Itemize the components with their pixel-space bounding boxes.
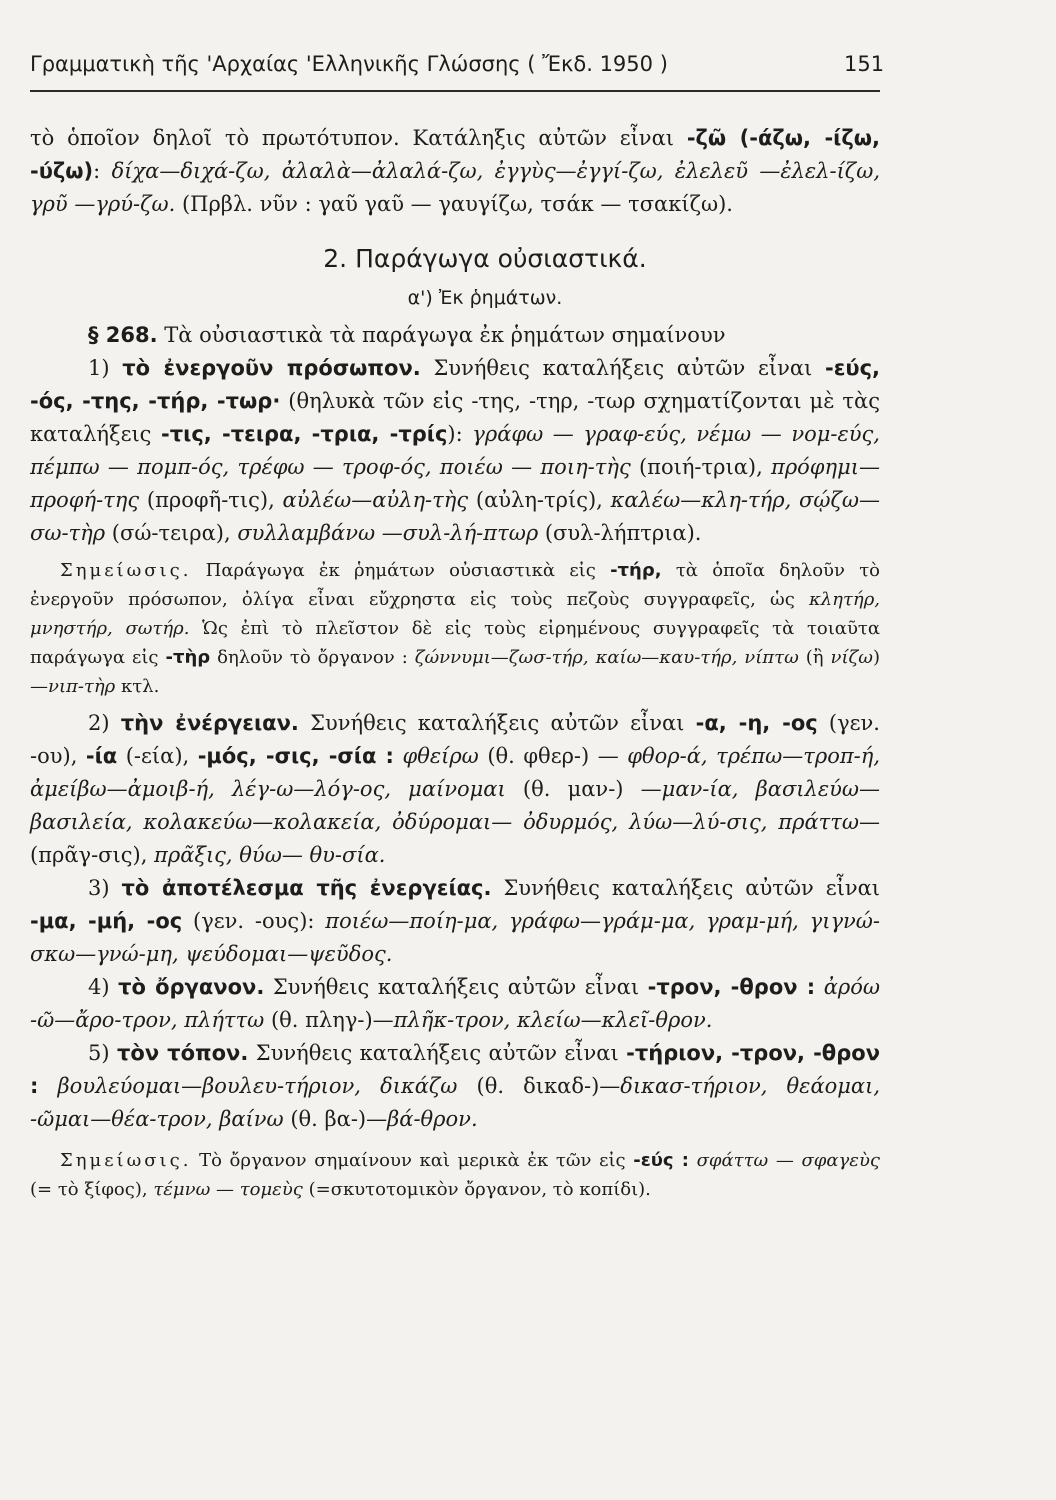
examples: γράφω — γραφ-εύς, νέμω — νομ-εύς, πέμπω — πομπ-ός, τρέφω — τροφ-ός, ποιέω — ποιη-τὴς [30, 422, 880, 479]
suffix: -τήριον, -τρον, -θρον : [30, 1041, 881, 1098]
text: τὰ ὁποῖα δηλοῦν τὸ ἐνεργοῦν πρόσωπον, ὀλίγα εἶναι εὔχρηστα εἰς τοὺς πεζοὺς συγγραφεῖς, ὡς [30, 560, 880, 610]
text: κτλ. [115, 676, 160, 697]
suffix: -μός, -σις, -σία : [197, 744, 394, 768]
item-5 [30, 1037, 880, 1136]
text: (θ. πληγ-)— [264, 1008, 394, 1032]
text [815, 975, 824, 999]
suffix: -τρον, -θρον : [647, 975, 816, 999]
examples: δίχα—διχά-ζω, ἀλαλὰ—ἀλαλά-ζω, ἐγγὺς—ἐγγί-ζω, ἐλελεῦ —ἐλελ-ίζω, γρῦ —γρύ-ζω. [30, 159, 880, 216]
item-3 [30, 872, 880, 971]
text: (θ. βα-)— [283, 1107, 388, 1131]
text: (σώ-τειρα), [105, 521, 238, 545]
text: (θηλυκὰ τῶν εἰς -της, -τηρ, -τωρ σχηματίζονται μὲ τὰς καταλήξεις [30, 389, 880, 446]
paragraph-268 [30, 319, 880, 352]
text: (γεν. -ους): [182, 909, 326, 933]
examples: βουλεύομαι—βουλευ-τήριον, δικάζω [57, 1074, 458, 1098]
text: Συνήθεις καταλήξεις αὐτῶν εἶναι [298, 711, 696, 735]
text: Τὸ ὄργανον σημαίνουν καὶ μερικὰ ἐκ τῶν εἰς [191, 1150, 634, 1171]
item-2 [30, 707, 880, 872]
text: Τὰ οὐσιαστικὰ τὰ παράγωγα ἐκ ῥημάτων σημαίνουν [157, 323, 726, 347]
suffix: -ζῶ (-άζω, -ίζω, -ύζω) [30, 126, 880, 183]
examples: φθορ-ά, τρέπω—τροπ-ή, ἀμείβω—ἀμοιβ-ή, λέγ-ω—λόγ-ος, μαίνομαι [30, 744, 880, 801]
examples: πλῆκ-τρον, κλείω—κλεῖ-θρον. [393, 1008, 713, 1032]
examples: δικασ-τήριον, θεάομαι, -ῶμαι—θέα-τρον, βαίνω [30, 1074, 881, 1131]
suffix: -εύς, -ός, -της, -τήρ, -τωρ· [30, 356, 881, 413]
text: (θ. μαν-) — [505, 777, 662, 801]
examples: πρᾶξις, θύω— θυ-σία. [154, 843, 386, 867]
examples: σφάττω — σφαγεὺς [696, 1150, 880, 1171]
examples: αὐλέω—αὐλη-τὴς [282, 488, 469, 512]
text: Συνήθεις καταλήξεις αὐτῶν εἶναι [420, 356, 825, 380]
examples: ἀρόω -ῶ—ἄρο-τρον, πλήττω [30, 975, 880, 1032]
note-label: Σημείωσις. [60, 560, 192, 581]
examples: συλλαμβάνω —συλ-λή-πτωρ [237, 521, 539, 545]
text [689, 1150, 697, 1171]
text: Ὡς ἐπὶ τὸ πλεῖστον δὲ εἰς τοὺς εἰρημένους συγγραφεῖς τὰ τοιαῦτα παράγωγα εἰς [30, 618, 881, 668]
suffix: -μα, -μή, -ος [30, 909, 183, 933]
item-heading: τὸ ἀποτέλεσμα τῆς ἐνεργείας. [121, 876, 492, 900]
note-label: Σημείωσις. [60, 1150, 192, 1171]
examples: ζώννυμι—ζωσ-τήρ, καίω—καυ-τήρ, νίπτω [414, 647, 799, 668]
suffix: -ία [85, 744, 118, 768]
suffix: -α, -η, -ος [695, 711, 818, 735]
text: (συλ-λήπτρια). [538, 521, 702, 545]
examples: βά-θρον. [387, 1107, 478, 1131]
text: (αὐλη-τρίς), [468, 488, 611, 512]
text: Συνήθεις καταλήξεις αὐτῶν εἶναι [248, 1041, 627, 1065]
suffix: -εύς : [633, 1150, 689, 1171]
page-body [30, 122, 880, 1210]
text: (ποιή-τρια), [630, 455, 772, 479]
item-heading: τὸ ὄργανον. [118, 975, 265, 999]
text: : [93, 159, 112, 183]
item-number: 2) [88, 711, 121, 735]
text: (ἢ [798, 647, 831, 668]
item-heading: τὸ ἐνεργοῦν πρόσωπον. [122, 356, 421, 380]
note-1 [30, 556, 880, 701]
running-header: Γραμματικὴ τῆς 'Αρχαίας 'Ελληνικῆς Γλώσσης ( Ἔκδ. 1950 ) [30, 52, 668, 76]
examples: νίζω [830, 647, 873, 668]
text: (=σκυτοτομικὸν ὄργανον, τὸ κοπίδι). [302, 1179, 651, 1200]
item-number: 1) [88, 356, 123, 380]
text: )— [30, 647, 881, 697]
examples: νιπ-τὴρ [48, 676, 116, 697]
text: Συνήθεις καταλήξεις αὐτῶν εἶναι [264, 975, 648, 999]
text: (θ. δικαδ-)— [457, 1074, 621, 1098]
text: (θ. φθερ-) — [478, 744, 628, 768]
text: —(πρᾶγ-σις), [30, 810, 880, 867]
text: (= τὸ ξίφος), [30, 1179, 154, 1200]
examples: καλέω—κλη-τήρ, σῴζω—σω-τὴρ [30, 488, 880, 545]
text: ): [447, 422, 473, 446]
text: (Πρβλ. νῦν : γαῦ γαῦ — γαυγίζω, τσάκ — τσακίζω). [175, 192, 733, 216]
text: Παράγωγα ἐκ ῥημάτων οὐσιαστικὰ εἰς [191, 560, 611, 581]
examples: μαν-ία, βασιλεύω—βασιλεία, κολακεύω—κολακεία, ὀδύρομαι— ὀδυρμός, λύω—λύ-σις, πράττω [30, 777, 880, 834]
page-number: 151 [844, 52, 885, 76]
suffix: -τήρ, [610, 560, 662, 581]
item-heading: τὸν τόπον. [116, 1041, 249, 1065]
item-heading: τὴν ἐνέργειαν. [120, 711, 299, 735]
item-number: 4) [88, 975, 119, 999]
text: δηλοῦν τὸ ὄργανον : [210, 647, 415, 668]
intro-paragraph [30, 122, 880, 221]
suffix: -τις, -τειρα, -τρια, -τρίς [161, 422, 448, 446]
item-1 [30, 352, 880, 550]
note-2 [30, 1146, 880, 1204]
text [38, 1074, 57, 1098]
text: (γεν. -ου), [30, 711, 880, 768]
text: Συνήθεις καταλήξεις αὐτῶν εἶναι [491, 876, 881, 900]
examples: φθείρω [402, 744, 479, 768]
examples: τέμνω — τομεὺς [153, 1179, 303, 1200]
examples: ποιέω—ποίη-μα, γράφω—γράμ-μα, γραμ-μή, γιγνώ-σκω—γνώ-μη, ψεύδομαι—ψεῦδος. [30, 909, 880, 966]
text: (-εία), [117, 744, 198, 768]
examples: πρόφημι—προφή-της [30, 455, 880, 512]
text: τὸ ὁποῖον δηλοῖ τὸ πρωτότυπον. Κατάληξις αὐτῶν εἶναι [30, 126, 687, 150]
section-title: 2. Παράγωγα οὐσιαστικά. [323, 244, 647, 273]
header-rule [30, 90, 880, 92]
item-number: 5) [88, 1041, 117, 1065]
spacer [30, 1136, 880, 1140]
item-4 [30, 971, 880, 1037]
item-number: 3) [88, 876, 122, 900]
suffix: -τὴρ [165, 647, 211, 668]
text: (προφῆ-τις), [139, 488, 283, 512]
examples: κλητήρ, μνηστήρ, σωτήρ. [30, 589, 880, 639]
section-subtitle: α') Ἐκ ῥημάτων. [407, 287, 563, 309]
paragraph-number: § 268. [88, 323, 158, 347]
